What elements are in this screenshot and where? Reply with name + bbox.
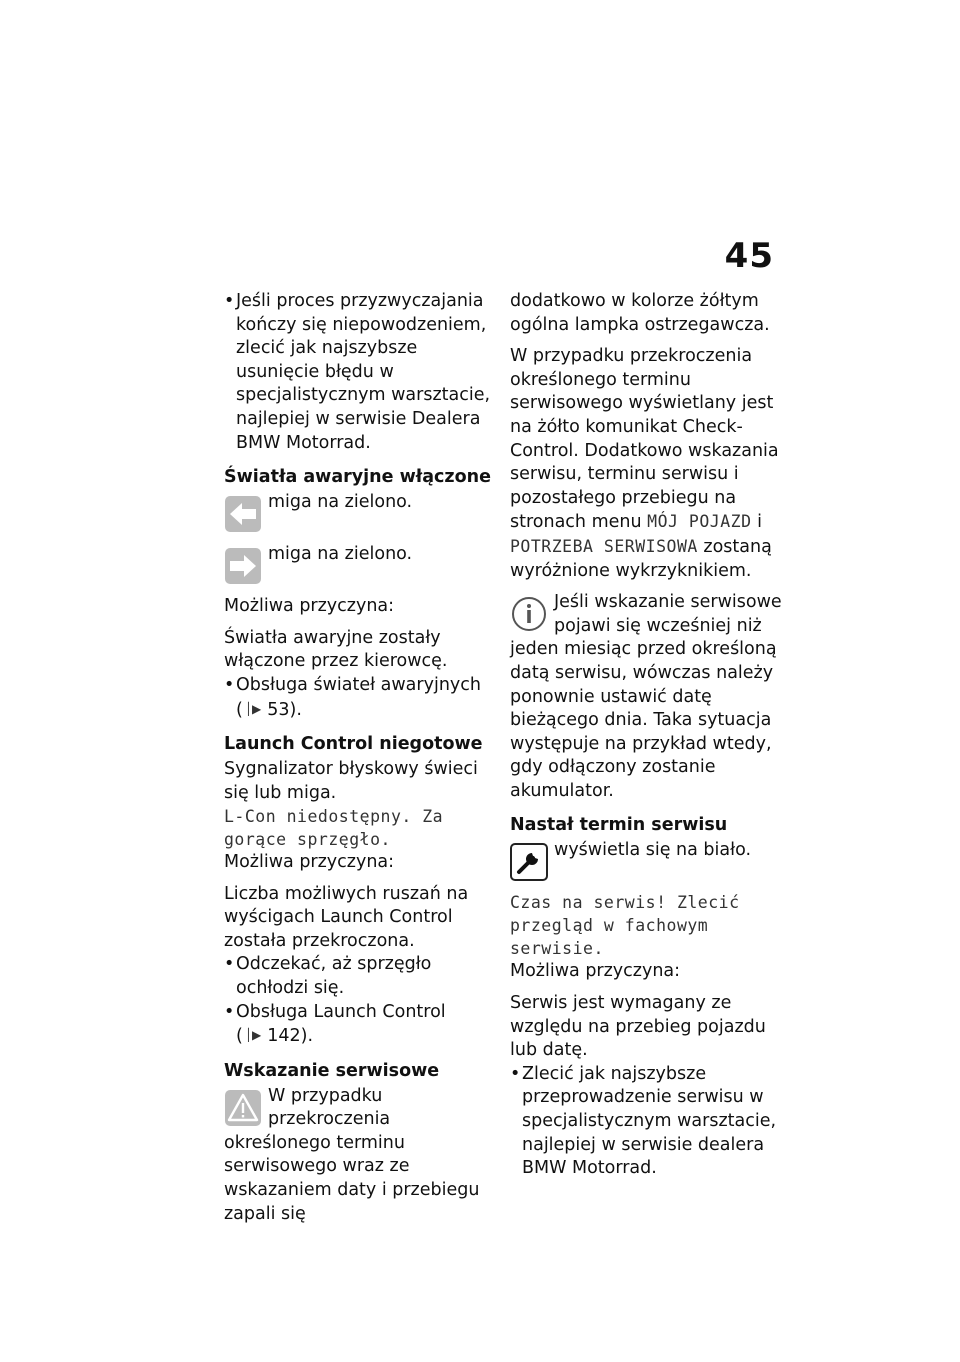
hazard-heading: Światła awaryjne włączone — [224, 467, 491, 488]
launch-heading: Launch Control niegotowe — [224, 733, 483, 754]
general-warning-icon — [224, 1089, 262, 1127]
launch-bullet-2-ref: 142). — [267, 1026, 314, 1047]
turn-right-indicator-icon — [224, 547, 262, 585]
service-overdue — [510, 345, 782, 583]
page-reference-arrow-icon: │▶ — [244, 1028, 262, 1043]
possible-cause-label: Możliwa przyczyna: — [510, 961, 681, 982]
service-due-display-text: Czas na serwis! Zlecić przegląd w fachowym serwisie. — [510, 893, 740, 959]
possible-cause-label: Możliwa przyczyna: — [224, 596, 395, 617]
hazard-bullet: • Obsługa świateł awaryjnych ( │▶ 53). — [224, 674, 492, 722]
launch-bullet-1-text: • Odczekać, aż sprzęgło ochłodzi się. — [224, 953, 492, 1000]
info-icon — [510, 595, 548, 633]
service-text: W przypadku przekroczenia określonego terminu serwisowego wraz ze wskazaniem daty i przebiegu zapali się — [224, 1085, 480, 1224]
service-row — [224, 1085, 492, 1227]
page-reference-arrow-icon: │▶ — [244, 701, 262, 716]
hazard-left-text: miga na zielono. — [268, 492, 413, 513]
launch-bullet-2: • Obsługa Launch Control ( │▶ 142). — [224, 1001, 492, 1049]
service-due-bullet — [510, 1063, 782, 1181]
menu-name-1: MÓJ POJAZD — [647, 512, 752, 532]
hazard-bullet-text: Obsługa świateł awaryjnych — [236, 674, 481, 695]
possible-cause-label: Możliwa przyczyna: — [224, 852, 395, 873]
hazard-right-text: miga na zielono. — [268, 544, 413, 565]
service-due-cause: Serwis jest wymagany ze względu na przebieg pojazdu lub datę. — [510, 993, 766, 1061]
service-due-heading: Nastał termin serwisu — [510, 815, 728, 836]
hazard-bullet-ref: 53). — [267, 699, 302, 720]
service-due-bullet-text: • Zlecić jak najszybsze przeprowadzenie serwisu w specjalistycznym warsztacie, najlepiej w serwisie dealera BMW Motorrad. — [510, 1063, 782, 1181]
info-text: Jeśli wskazanie serwisowe pojawi się wcześniej niż jeden miesiąc przed określoną datą serwisu, wówczas należy ponownie ustawić datę bieżącego dnia. Taka sytuacja występuje na przykład wtedy, gdy odłączony zostanie akumulator. — [510, 592, 782, 801]
page-number: 45 — [724, 236, 774, 276]
launch-display-text: L-Con niedostępny. Za gorące sprzęgło. — [224, 807, 444, 850]
service-overdue-post: zostaną wyróżnione wykrzyknikiem. — [510, 536, 772, 581]
service-due-indicator: wyświetla się na biało. — [554, 840, 752, 861]
service-due-row — [510, 839, 782, 885]
conjunction: i — [757, 512, 762, 533]
right-column — [510, 290, 782, 1181]
hazard-cause: Światła awaryjne zostały włączone przez kierowcę. — [224, 627, 448, 672]
bullet-text: • Jeśli proces przyzwyczajania kończy się niepowodzeniem, zlecić jak najszybsze usunięcie błędu w specjalistycznym warsztacie, najlepiej w serwisie Dealera BMW Motorrad. — [224, 290, 492, 455]
turn-left-indicator-icon — [224, 495, 262, 533]
service-overdue-pre: W przypadku przekroczenia określonego terminu serwisowego wyświetlany jest na żółto komunikat Check-Control. Dodatkowo wskazania serwisu, terminu serwisu i pozostałego przebiegu na stronach menu — [510, 346, 779, 533]
hazard-right-row — [224, 543, 492, 589]
service-wrench-icon — [510, 843, 548, 881]
launch-cause: Liczba możliwych ruszań na wyścigach Launch Control została przekroczona. — [224, 883, 469, 951]
service-heading: Wskazanie serwisowe — [224, 1060, 440, 1081]
launch-indicator: Sygnalizator błyskowy świeci się lub miga. — [224, 758, 478, 803]
service-continued: dodatkowo w kolorze żółtym ogólna lampka ostrzegawcza. — [510, 291, 770, 335]
launch-bullet-1 — [224, 953, 492, 1000]
launch-bullet-2-text: Obsługa Launch Control — [236, 1001, 446, 1022]
menu-name-2: POTRZEBA SERWISOWA — [510, 536, 698, 556]
hazard-left-row — [224, 491, 492, 537]
left-column — [224, 290, 492, 1226]
bullet-learning — [224, 290, 492, 455]
info-note — [510, 591, 782, 803]
